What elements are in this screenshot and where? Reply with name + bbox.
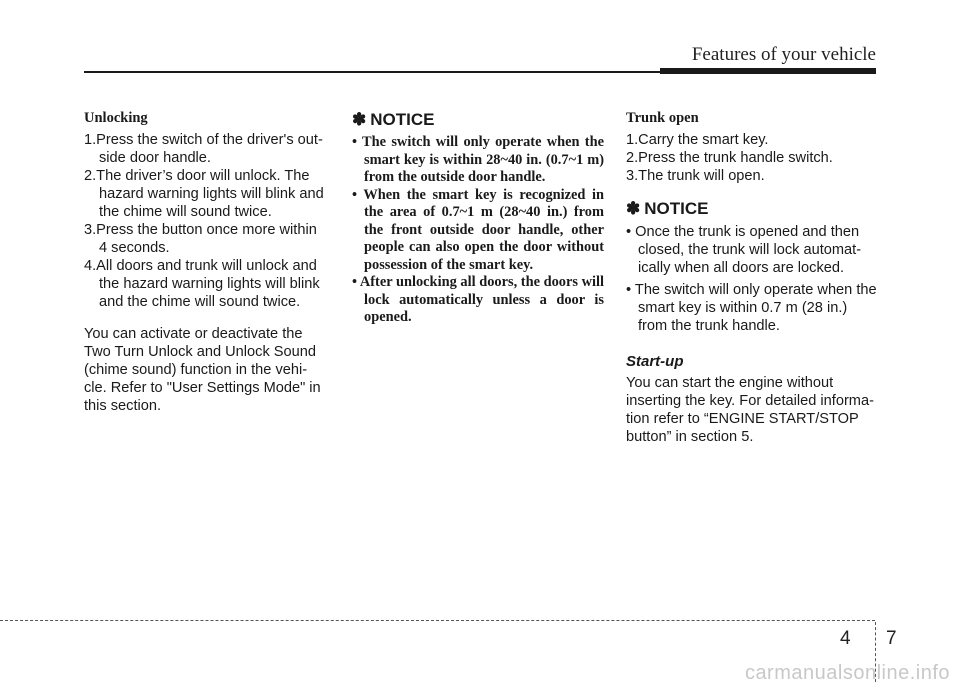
trunk-heading: Trunk open	[626, 110, 699, 126]
unlocking-heading: Unlocking	[84, 110, 148, 126]
notice-star-icon: ✽	[352, 110, 367, 129]
unlocking-step: 4.All doors and trunk will unlock and the hazard warning lights will blink and the chime will sound twice.	[84, 258, 320, 310]
notice-item: • After unlocking all doors, the doors will lock automatically unless a door is opened.	[352, 274, 604, 325]
trunk-step: 2.Press the trunk handle switch.	[626, 150, 833, 166]
startup-heading: Start-up	[626, 353, 684, 370]
notice-title: NOTICE	[370, 110, 435, 129]
trunk-notice-heading	[626, 199, 878, 219]
unlocking-steps	[84, 131, 324, 311]
trunk-step: 1.Carry the smart key.	[626, 132, 769, 148]
notice-item: • When the smart key is recognized in the area of 0.7~1 m (28~40 in.) from the front outside door handle, other people can also open the door without possession of the smart key.	[352, 186, 604, 273]
unlocking-step: 1.Press the switch of the driver's out-side door handle.	[84, 132, 323, 166]
header-rule-accent	[660, 68, 876, 74]
unlocking-paragraph: You can activate or deactivate the Two Turn Unlock and Unlock Sound (chime sound) function in the vehi-cle. Refer to "User Settings Mode" in this section.	[84, 326, 321, 414]
notice-heading	[352, 110, 604, 130]
trunk-notice-item: • Once the trunk is opened and then closed, the trunk will lock automat-ically when all doors are locked.	[626, 224, 862, 276]
trunk-notice-list	[626, 223, 878, 335]
trunk-step: 3.The trunk will open.	[626, 168, 765, 184]
trunk-steps	[626, 131, 878, 185]
unlocking-step: 2.The driver’s door will unlock. The hazard warning lights will blink and the chime will sound twice.	[84, 168, 324, 220]
notice-star-icon: ✽	[626, 199, 641, 218]
trunk-notice-title: NOTICE	[644, 199, 709, 218]
chapter-number: 4	[840, 628, 851, 649]
footer-rule	[0, 620, 875, 621]
header-title: Features of your vehicle	[691, 44, 876, 65]
startup-paragraph: You can start the engine without inserting the key. For detailed informa-tion refer to “ENGINE START/STOP button” in section 5.	[626, 375, 874, 445]
notice-item: • The switch will only operate when the smart key is within 28~40 in. (0.7~1 m) from the outside door handle.	[352, 134, 604, 185]
column-trunk	[626, 110, 878, 446]
notice-list	[352, 134, 604, 327]
page-number: 7	[886, 628, 897, 649]
column-notice	[352, 110, 604, 327]
trunk-notice-item: • The switch will only operate when the smart key is within 0.7 m (28 in.) from the trunk handle.	[626, 282, 877, 334]
unlocking-step: 3.Press the button once more within 4 seconds.	[84, 222, 317, 256]
column-unlocking	[84, 110, 324, 430]
watermark-text: carmanualsonline.info	[744, 662, 950, 684]
